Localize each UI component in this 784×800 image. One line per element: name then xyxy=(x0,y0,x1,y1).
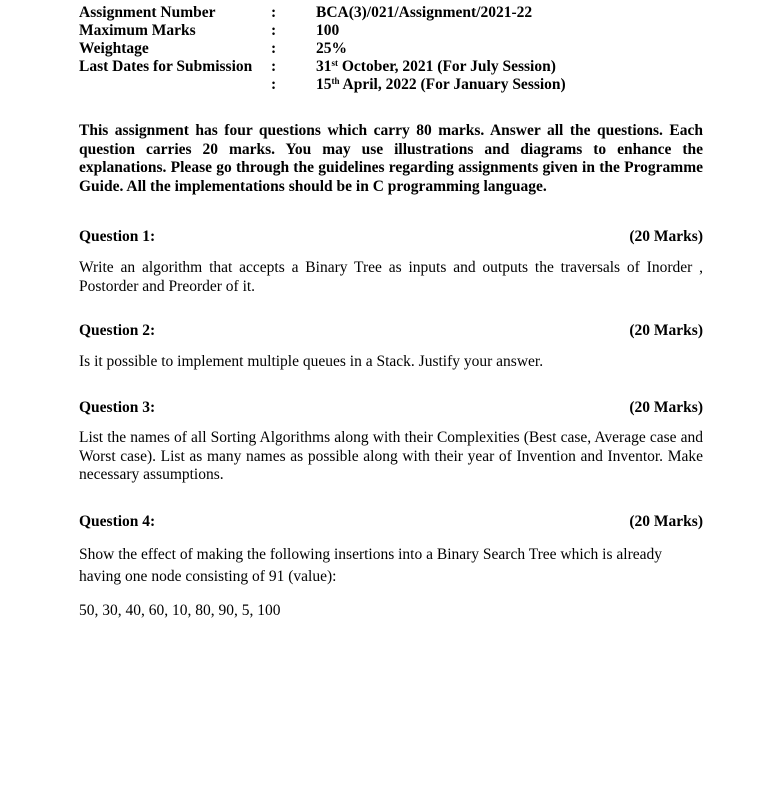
date-ordinal-suffix: th xyxy=(331,76,340,86)
question-title: Question 2: xyxy=(79,322,156,339)
question-header xyxy=(79,399,703,417)
meta-row-assignment-number xyxy=(79,4,703,22)
meta-colon: : xyxy=(271,22,277,39)
question-text: Is it possible to implement multiple queues in a Stack. Justify your answer. xyxy=(79,353,544,370)
insertion-sequence: 50, 30, 40, 60, 10, 80, 90, 5, 100 xyxy=(79,602,281,619)
question-header xyxy=(79,513,703,531)
assignment-instructions: This assignment has four questions which carry 80 marks. Answer all the questions. Each question carries 20 marks. You may use illustrations and diagrams to enhance the explanations. Please go through the guidelines regarding assignments given in the Programme Guide. All the implementations should be in C programming language. xyxy=(79,122,703,195)
meta-colon: : xyxy=(271,4,277,21)
meta-label: Maximum Marks xyxy=(79,22,196,39)
date-rest: April, 2022 (For January Session) xyxy=(339,76,566,93)
question-2 xyxy=(79,322,703,372)
question-3 xyxy=(79,399,703,485)
question-marks: (20 Marks) xyxy=(629,228,703,245)
question-marks: (20 Marks) xyxy=(629,399,703,416)
question-marks: (20 Marks) xyxy=(629,513,703,530)
meta-row-last-dates-july xyxy=(79,58,703,76)
question-title: Question 3: xyxy=(79,399,156,416)
question-title: Question 1: xyxy=(79,228,156,245)
meta-colon: : xyxy=(271,58,277,75)
date-day: 31 xyxy=(316,58,332,75)
question-text: Write an algorithm that accepts a Binary Tree as inputs and outputs the traversals of Inorder , Postorder and Preorder of it. xyxy=(79,259,703,295)
meta-row-last-dates-january xyxy=(79,76,703,94)
meta-value: BCA(3)/021/Assignment/2021-22 xyxy=(316,4,533,21)
date-rest: October, 2021 (For July Session) xyxy=(338,58,556,75)
assignment-meta-table xyxy=(79,4,703,94)
meta-label: Weightage xyxy=(79,40,149,57)
submission-date-january xyxy=(316,76,566,94)
question-title: Question 4: xyxy=(79,513,156,530)
meta-colon: : xyxy=(271,40,277,57)
meta-value: 100 xyxy=(316,22,340,39)
meta-label: Last Dates for Submission xyxy=(79,58,253,75)
question-header xyxy=(79,228,703,246)
date-ordinal-suffix: st xyxy=(331,58,338,68)
question-4 xyxy=(79,513,703,622)
question-header xyxy=(79,322,703,340)
meta-row-maximum-marks xyxy=(79,22,703,40)
meta-colon: : xyxy=(271,76,277,93)
date-day: 15 xyxy=(316,76,332,93)
meta-value: 25% xyxy=(316,40,347,57)
meta-label-empty xyxy=(79,76,269,94)
meta-row-weightage xyxy=(79,40,703,58)
meta-label: Assignment Number xyxy=(79,4,216,21)
submission-date-july xyxy=(316,58,556,76)
question-text: Show the effect of making the following insertions into a Binary Search Tree which is already having one node consisting of 91 (value): xyxy=(79,546,662,585)
question-text: List the names of all Sorting Algorithms along with their Complexities (Best case, Average case and Worst case). List as many names as possible along with their year of Invention and Inventor. Make necessary assumptions. xyxy=(79,429,703,483)
question-1 xyxy=(79,228,703,296)
question-marks: (20 Marks) xyxy=(629,322,703,339)
